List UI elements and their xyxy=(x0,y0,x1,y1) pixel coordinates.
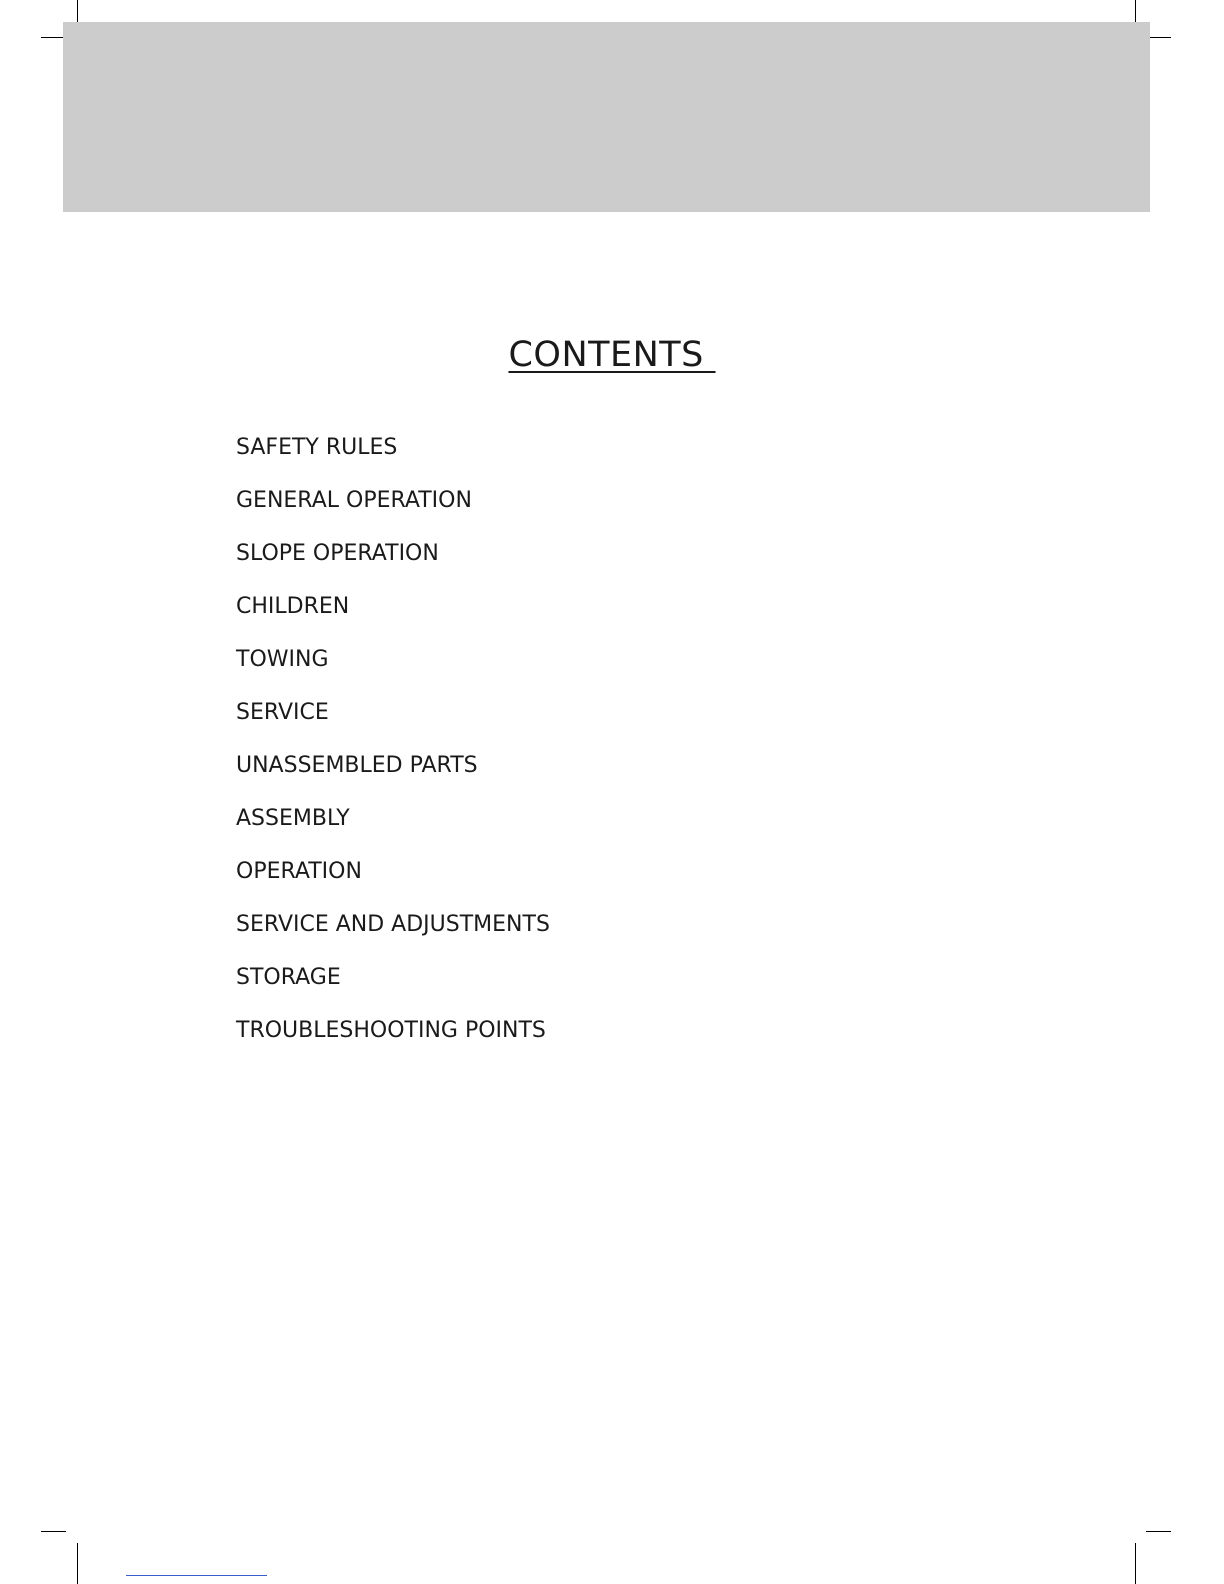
toc-item-general-operation: GENERAL OPERATION xyxy=(236,488,472,513)
table-of-contents xyxy=(236,432,550,1068)
crop-mark-bottom-left-horizontal xyxy=(41,1531,66,1532)
toc-item-unassembled-parts: UNASSEMBLED PARTS xyxy=(236,753,478,778)
toc-item-safety-rules: SAFETY RULES xyxy=(236,435,398,460)
page-title xyxy=(0,335,1224,375)
toc-item-assembly: ASSEMBLY xyxy=(236,806,350,831)
toc-item-troubleshooting-points: TROUBLESHOOTING POINTS xyxy=(236,1018,546,1043)
crop-mark-top-left-vertical xyxy=(77,0,78,24)
crop-mark-bottom-right-vertical xyxy=(1135,1543,1136,1584)
crop-mark-bottom-right-horizontal xyxy=(1146,1531,1171,1532)
toc-item-storage: STORAGE xyxy=(236,965,341,990)
toc-item-service-and-adjustments: SERVICE AND ADJUSTMENTS xyxy=(236,912,550,937)
toc-item-slope-operation: SLOPE OPERATION xyxy=(236,541,439,566)
toc-item-operation: OPERATION xyxy=(236,859,362,884)
toc-item-service: SERVICE xyxy=(236,700,329,725)
footer-rule xyxy=(126,1575,267,1576)
toc-item-children: CHILDREN xyxy=(236,594,350,619)
header-band xyxy=(63,22,1150,212)
crop-mark-bottom-left-vertical xyxy=(77,1543,78,1584)
toc-item-towing: TOWING xyxy=(236,647,329,672)
crop-mark-top-right-vertical xyxy=(1135,0,1136,24)
page-title-text: CONTENTS xyxy=(508,335,716,375)
